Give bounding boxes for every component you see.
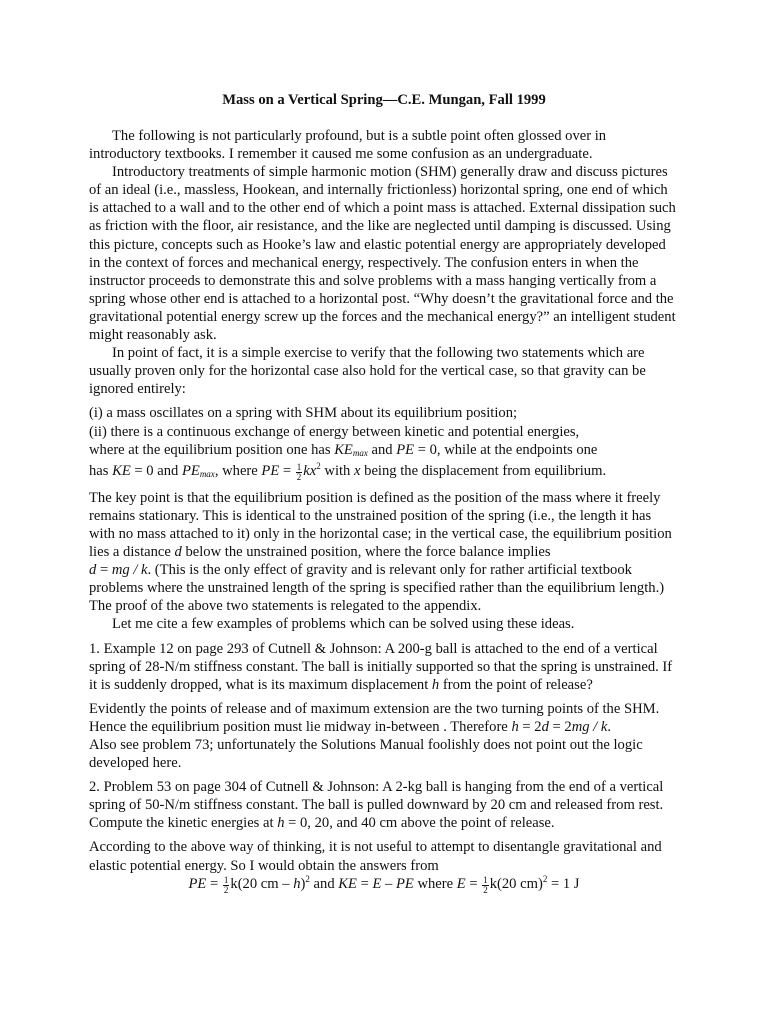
energy-equation: PE = $\frac{1}{2}$ k(20 cm – h)$^2$ and KE = E – PE where E = $\frac{1}{2}$ k(20 cm)$^2$ = 1 J: [188, 873, 580, 895]
statement-ii-line3: has KE = 0 and $PE_{max}$, where PE = $\frac{1}{2}$ $kx^2$ with x being the displacement from equilibrium.: [89, 460, 607, 482]
statement-ii-line1: (ii) there is a continuous exchange of energy between kinetic and potential energies,: [89, 423, 580, 440]
example-1-problem: 1. Example 12 on page 293 of Cutnell & Johnson: A 200-g ball is attached to the end of a vertical spring of 28-N/m stiffness constant. The ball is initially supported so that the spring is unstrained. If it is suddenly dropped, what is its maximum displacement h from the point of release?: [89, 640, 673, 693]
paragraph-treatments: Introductory treatments of simple harmonic motion (SHM) generally draw and discuss pictures of an ideal (i.e., massless, Hookean, and internally frictionless) horizontal spring, one end of which is attached to a wall and to the other end of which a point mass is attached. External dissipation such as friction with the floor, air resistance, and the like are neglected until damping is discussed. Using this picture, concepts such as Hooke’s law and elastic potential energy are appropriately developed in the context of forces and mechanical energy, respectively. The confusion enters in when the instructor proceeds to demonstrate this and solve problems with a mass hanging vertically from a spring whose other end is attached to a horizontal post. “Why doesn’t the gravitational force and the gravitational potential energy screw up the forces and the mechanical energy?” an intelligent student might reasonably ask.: [89, 164, 676, 344]
example-2-answer: According to the above way of thinking, it is not useful to attempt to disentangle gravitational and elastic potential energy. So I would obtain the answers from: [89, 839, 662, 874]
example-1-answer: Evidently the points of release and of maximum extension are the two turning points of the SHM. Hence the equilibrium position must lie midway in-between . Therefore h = 2d = 2mg / k. Also see problem 73; unfortunately the Solutions Manual foolishly does not point out the logic developed here.: [89, 700, 660, 772]
example-2-problem: 2. Problem 53 on page 304 of Cutnell & Johnson: A 2-kg ball is hanging from the end of a vertical spring of 50-N/m stiffness constant. The ball is pulled downward by 20 cm and released from rest. Compute the kinetic energies at h = 0, 20, and 40 cm above the point of release.: [89, 779, 664, 832]
paragraph-point-of-fact: In point of fact, it is a simple exercise to verify that the following two statements which are usually proven only for the horizontal case also hold for the vertical case, so that gravity can be ignored entirely:: [89, 345, 646, 398]
statement-ii-line2: where at the equilibrium position one has $KE_{max}$ and PE = 0, while at the endpoints one: [89, 441, 598, 458]
fraction-half: $\frac{1}{2}$: [296, 461, 302, 482]
page-title: Mass on a Vertical Spring—C.E. Mungan, Fall 1999: [222, 92, 546, 108]
paragraph-key-point: The key point is that the equilibrium position is defined as the position of the mass where it freely remains stationary. This is identical to the unstrained position of the spring (i.e., the length it has with no mass attached to it) only in the horizontal case; in the vertical case, the equilibrium position lies a distance d below the unstrained position, where the force balance implies d = mg / k. (This is the only effect of gravity and is relevant only for rather artificial textbook problems where the unstrained length of the spring is specified rather than the equilibrium length.) The proof of the above two statements is relegated to the appendix.: [89, 489, 672, 615]
paragraph-intro: The following is not particularly profound, but is a subtle point often glossed over in introductory textbooks. I remember it caused me some confusion as an undergraduate.: [89, 128, 607, 163]
paragraph-examples-intro: Let me cite a few examples of problems which can be solved using these ideas.: [112, 616, 575, 633]
statement-i: (i) a mass oscillates on a spring with SHM about its equilibrium position;: [89, 405, 518, 422]
